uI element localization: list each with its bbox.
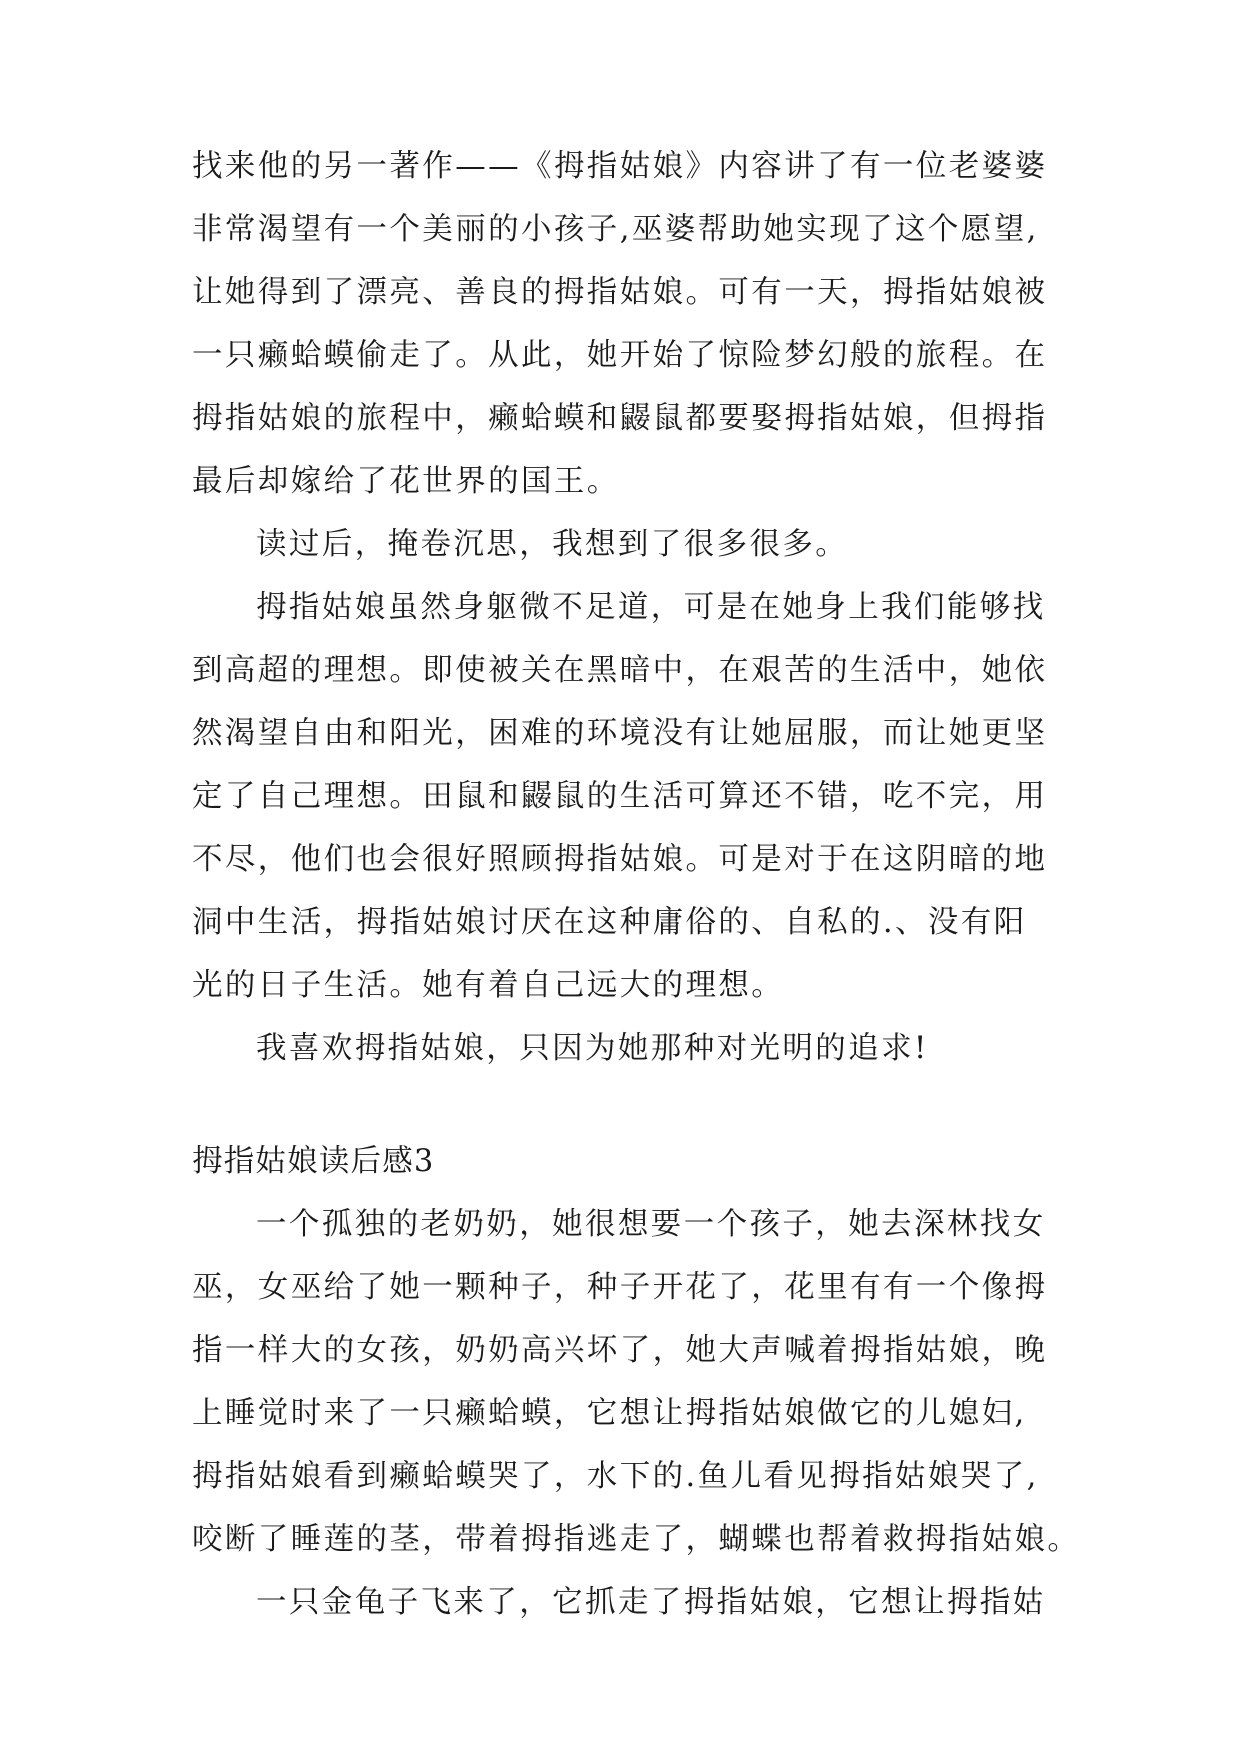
text-line: 咬断了睡莲的茎，带着拇指逃走了，蝴蝶也帮着救拇指姑娘。 [192, 1522, 1081, 1557]
paragraph-start-line: 一只金龟子飞来了，它抓走了拇指姑娘，它想让拇指姑 [256, 1585, 1046, 1620]
text-line: 指一样大的女孩，奶奶高兴坏了，她大声喊着拇指姑娘，晚 [192, 1333, 1048, 1368]
text-line: 上睡觉时来了一只癞蛤蟆，它想让拇指姑娘做它的儿媳妇, [192, 1396, 1027, 1431]
text-line: 定了自己理想。田鼠和鼹鼠的生活可算还不错，吃不完，用 [192, 779, 1048, 814]
paragraph-start-line: 一个孤独的老奶奶，她很想要一个孩子，她去深林找女 [256, 1207, 1046, 1242]
text-line: 到高超的理想。即使被关在黑暗中，在艰苦的生活中，她依 [192, 653, 1048, 688]
paragraph-start-line: 拇指姑娘虽然身躯微不足道，可是在她身上我们能够找 [256, 590, 1046, 625]
text-line: 不尽，他们也会很好照顾拇指姑娘。可是对于在这阴暗的地 [192, 842, 1048, 877]
text-line: 洞中生活，拇指姑娘讨厌在这种庸俗的、自私的.、没有阳 [192, 905, 1027, 940]
text-line: 光的日子生活。她有着自己远大的理想。 [192, 968, 785, 1003]
section-heading: 拇指姑娘读后感3 [192, 1144, 435, 1179]
paragraph-start-line: 读过后，掩卷沉思，我想到了很多很多。 [256, 527, 849, 562]
text-line: 找来他的另一著作——《拇指姑娘》内容讲了有一位老婆婆 [192, 149, 1048, 184]
text-line: 拇指姑娘看到癞蛤蟆哭了，水下的.鱼儿看见拇指姑娘哭了, [192, 1459, 1039, 1494]
text-line: 非常渴望有一个美丽的小孩子,巫婆帮助她实现了这个愿望, [192, 212, 1039, 247]
text-line: 最后却嫁给了花世界的国王。 [192, 464, 620, 499]
text-line: 一只癞蛤蟆偷走了。从此，她开始了惊险梦幻般的旅程。在 [192, 338, 1048, 373]
text-line: 然渴望自由和阳光，困难的环境没有让她屈服，而让她更坚 [192, 716, 1048, 751]
text-line: 拇指姑娘的旅程中，癞蛤蟆和鼹鼠都要娶拇指姑娘，但拇指 [192, 401, 1048, 436]
text-line: 让她得到了漂亮、善良的拇指姑娘。可有一天，拇指姑娘被 [192, 275, 1048, 310]
paragraph-start-line: 我喜欢拇指姑娘，只因为她那种对光明的追求! [256, 1031, 929, 1066]
text-line: 巫，女巫给了她一颗种子，种子开花了，花里有有一个像拇 [192, 1270, 1048, 1305]
